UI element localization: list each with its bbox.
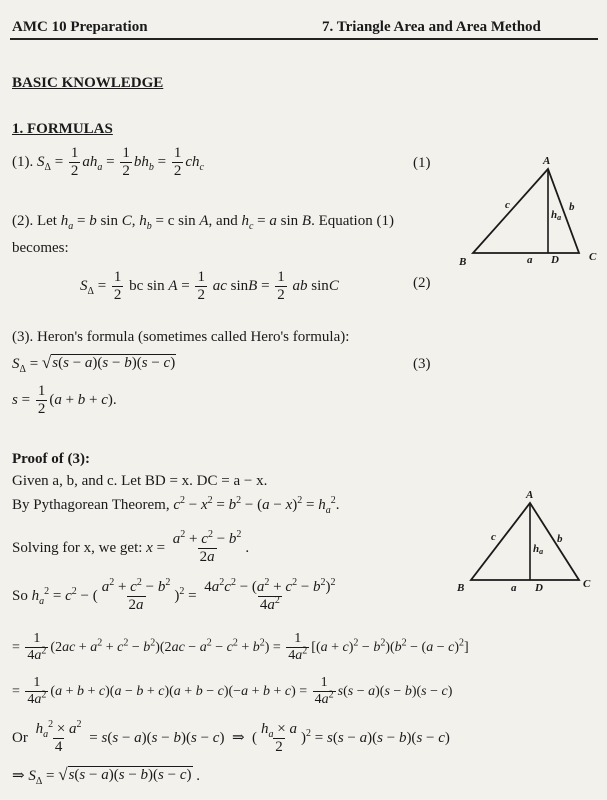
proof-step-expand: = $\frac{1}{4a^2}$ $(2ac + a^2 + c^2 - b^2)(2ac - a^2 - c^2 + b^2)$ = $\frac{1}{4a^2}$ $[(a + c)^2 - b^2)(b^2 - (a - c)^2]$ [12, 631, 469, 663]
semiperimeter-def: s = $\frac{1}{2}$ (a + b + c). [12, 383, 117, 417]
proof-solving-x: Solving for x, we get: x = $\frac{a^2 + c^2 - b^2}{2a}$ . [12, 529, 250, 565]
triangle-1-label-a-vertex: A [543, 155, 551, 167]
triangle-2-label-d: D [535, 582, 543, 593]
triangle-2-label-b-side: b [557, 533, 563, 545]
formula-3: $S_\Delta$ = √ s(s − a)(s − b)(s − c) [12, 353, 176, 375]
eq-number-2: (2) [413, 275, 431, 291]
proof-title: Proof of (3): [12, 451, 91, 467]
eq-number-1: (1) [413, 155, 431, 171]
formula-3-intro: (3). Heron's formula (sometimes called Hero's formula): [12, 329, 350, 345]
formula-2-intro-line: (2). Let $h_a = b$ sin C, $h_b = c$ sin A, and $h_c = a$ sin B. Equation (1) [12, 213, 394, 232]
triangle-2-label-a-vertex: A [526, 489, 534, 501]
triangle-2-shape [471, 503, 579, 580]
proof-pythagorean: By Pythagorean Theorem, $c^2 - x^2 = b^2 - (a - x)^2 = h_a^2$. [12, 495, 340, 516]
section-formulas: 1. FORMULAS [12, 121, 113, 137]
formula-1-label: (1). [12, 154, 34, 171]
header-left: AMC 10 Preparation [12, 19, 148, 35]
triangle-2-label-h: ha [533, 543, 544, 556]
formula-2: $S_\Delta$ = $\frac{1}{2}$ bc sin A = $\frac{1}{2}$ ac sinB = $\frac{1}{2}$ ab sinC [80, 269, 339, 303]
triangle-2-label-c-side: c [491, 531, 496, 543]
proof-conclusion: ⇒ $S_\Delta$ = √ s(s − a)(s − b)(s − c) . [12, 765, 201, 787]
proof-step-factor: = $\frac{1}{4a^2}$ (a + b + c)(a − b + c)(a + b − c)(−a + b + c) = $\frac{1}{4a^2}$ s(s − a)(s − b)(s − c) [12, 675, 453, 707]
triangle-2-label-a-side: a [511, 582, 517, 593]
triangle-1-label-d: D [551, 254, 559, 265]
proof-h-squared: So $h_a^2 = c^2$ − ( $\frac{a^2 + c^2 - b^2}{2a}$ )$^2$ = $\frac{4a^2c^2 - (a^2 + c^2 - b^2)^2}{4a^2}$ [12, 577, 336, 613]
triangle-1-label-b-vertex: B [459, 256, 467, 265]
triangle-2-label-c-vertex: C [583, 578, 591, 590]
triangle-1-shape [473, 169, 579, 253]
formula-1: (1). $S_\Delta$ = $\frac{1}{2}$ $ah_a$ = $\frac{1}{2}$ $bh_b$ = $\frac{1}{2}$ $ch_c$ [12, 145, 204, 179]
proof-given: Given a, b, and c. Let BD = x. DC = a − x. [12, 473, 268, 489]
triangle-2-label-b-vertex: B [457, 582, 465, 593]
proof-step-or: Or $\frac{h_a^2 \times a^2}{4}$ = s(s − a)(s − b)(s − c) ⇒ ( $\frac{h_a \times a}{2}$ )$^2$ = s(s − a)(s − b)(s − c) [12, 719, 450, 755]
header-right: 7. Triangle Area and Area Method [322, 19, 541, 35]
triangle-1-label-b-side: b [569, 201, 575, 213]
formula-2-becomes: becomes: [12, 240, 69, 256]
triangle-diagram-1 [455, 150, 605, 265]
eq-number-3: (3) [413, 356, 431, 372]
triangle-1-label-c-side: c [505, 199, 510, 211]
triangle-1-label-a-side: a [527, 254, 533, 265]
triangle-1-label-c-vertex: C [589, 251, 597, 263]
section-basic-knowledge: BASIC KNOWLEDGE [12, 75, 164, 91]
header-rule [10, 38, 598, 40]
triangle-1-label-h: ha [551, 209, 562, 222]
triangle-diagram-2 [455, 488, 605, 593]
